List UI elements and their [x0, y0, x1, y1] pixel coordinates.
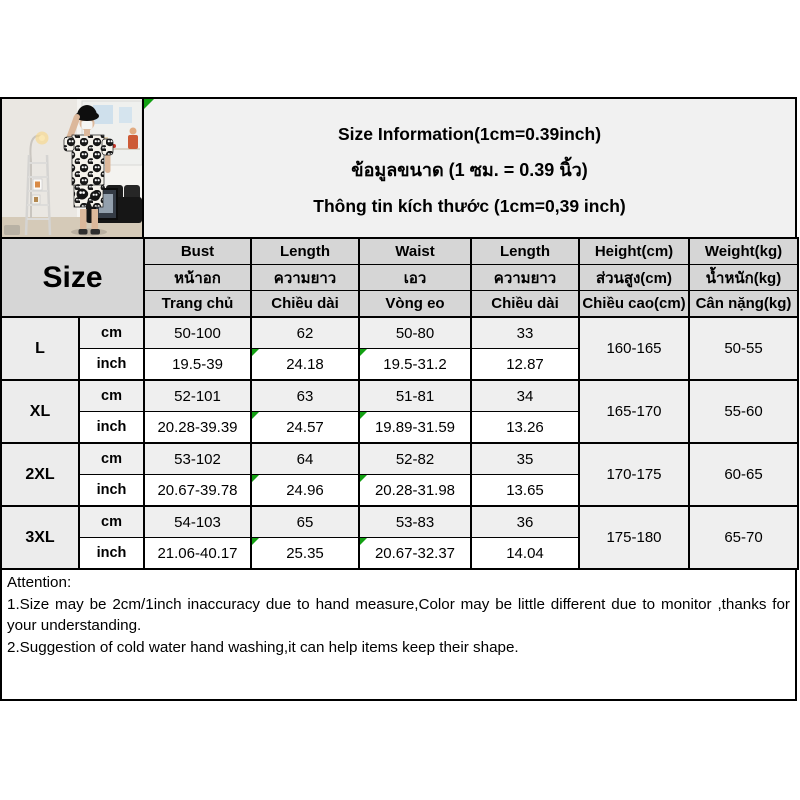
header-bust-vi: Trang chủ: [144, 291, 251, 318]
header-weight-en: Weight(kg): [689, 238, 798, 265]
row-l-cm: [1, 317, 798, 349]
excel-error-marker-icon: [252, 538, 259, 545]
data-cell: 35: [471, 443, 579, 475]
data-cell: 53-102: [144, 443, 251, 475]
data-cell: 20.28-31.98: [359, 475, 471, 507]
data-cell: 20.67-32.37: [359, 538, 471, 570]
weight-cell: 60-65: [689, 443, 798, 506]
attention-box: [0, 570, 797, 701]
unit-cm-cell: cm: [79, 443, 144, 475]
header-weight-vi: Cân nặng(kg): [689, 291, 798, 318]
unit-cm-cell: cm: [79, 317, 144, 349]
product-photo: [2, 99, 144, 237]
title-line-en: Size Information(1cm=0.39inch): [337, 124, 602, 144]
data-cell: 19.5-39: [144, 349, 251, 381]
data-cell: 13.65: [471, 475, 579, 507]
attention-heading: Attention:: [7, 574, 72, 591]
data-cell: 64: [251, 443, 359, 475]
header-waist-en: Waist: [359, 238, 471, 265]
excel-error-marker-icon: [360, 538, 367, 545]
header-height-th: ส่วนสูง(cm): [579, 265, 689, 291]
weight-cell: 65-70: [689, 506, 798, 569]
weight-cell: 55-60: [689, 380, 798, 443]
data-cell: 36: [471, 506, 579, 538]
excel-error-marker-icon: [144, 99, 154, 109]
header-waist-th: เอว: [359, 265, 471, 291]
size-row-label: L: [1, 317, 79, 380]
data-cell: 14.04: [471, 538, 579, 570]
unit-inch-cell: inch: [79, 475, 144, 507]
data-cell: 25.35: [251, 538, 359, 570]
height-cell: 160-165: [579, 317, 689, 380]
unit-cm-cell: cm: [79, 380, 144, 412]
header-length2-en: Length: [471, 238, 579, 265]
excel-error-marker-icon: [360, 475, 367, 482]
data-cell: 21.06-40.17: [144, 538, 251, 570]
header-height-vi: Chiều cao(cm): [579, 291, 689, 318]
size-chart-content: [0, 97, 797, 701]
size-corner-cell: Size: [1, 238, 144, 317]
height-cell: 170-175: [579, 443, 689, 506]
data-cell: 24.57: [251, 412, 359, 444]
header-height-en: Height(cm): [579, 238, 689, 265]
height-cell: 175-180: [579, 506, 689, 569]
data-cell: 50-80: [359, 317, 471, 349]
title-line-th: ข้อมูลขนาด (1 ซม. = 0.39 นิ้ว): [351, 160, 588, 180]
header-bust-en: Bust: [144, 238, 251, 265]
data-cell: 53-83: [359, 506, 471, 538]
excel-error-marker-icon: [252, 475, 259, 482]
excel-error-marker-icon: [252, 412, 259, 419]
header-length2-vi: Chiều dài: [471, 291, 579, 318]
weight-cell: 50-55: [689, 317, 798, 380]
top-section: [0, 97, 797, 237]
row-3xl-cm: [1, 506, 798, 538]
unit-inch-cell: inch: [79, 538, 144, 570]
data-cell: 24.18: [251, 349, 359, 381]
unit-inch-cell: inch: [79, 412, 144, 444]
excel-error-marker-icon: [360, 412, 367, 419]
data-cell: 63: [251, 380, 359, 412]
header-row-en: [1, 238, 798, 265]
size-row-label: 2XL: [1, 443, 79, 506]
data-cell: 13.26: [471, 412, 579, 444]
product-photo-illustration: [2, 99, 142, 237]
data-cell: 19.89-31.59: [359, 412, 471, 444]
height-cell: 165-170: [579, 380, 689, 443]
excel-error-marker-icon: [360, 349, 367, 356]
data-cell: 34: [471, 380, 579, 412]
unit-cm-cell: cm: [79, 506, 144, 538]
attention-line-1: 1.Size may be 2cm/1inch inaccuracy due to hand measure,Color may be little different due to monitor ,thanks for your understanding.: [7, 595, 790, 634]
header-bust-th: หน้าอก: [144, 265, 251, 291]
size-row-label: 3XL: [1, 506, 79, 569]
unit-inch-cell: inch: [79, 349, 144, 381]
header-waist-vi: Vòng eo: [359, 291, 471, 318]
data-cell: 33: [471, 317, 579, 349]
excel-error-marker-icon: [252, 349, 259, 356]
data-cell: 52-82: [359, 443, 471, 475]
data-cell: 12.87: [471, 349, 579, 381]
header-length-th: ความยาว: [251, 265, 359, 291]
size-row-label: XL: [1, 380, 79, 443]
attention-line-2: 2.Suggestion of cold water hand washing,it can help items keep their shape.: [7, 638, 519, 656]
data-cell: 62: [251, 317, 359, 349]
header-length-en: Length: [251, 238, 359, 265]
data-cell: 65: [251, 506, 359, 538]
size-table: [0, 237, 799, 570]
title-line-vi: Thông tin kích thước (1cm=0,39 inch): [313, 196, 626, 216]
title-panel: [144, 99, 795, 237]
data-cell: 51-81: [359, 380, 471, 412]
data-cell: 52-101: [144, 380, 251, 412]
data-cell: 50-100: [144, 317, 251, 349]
data-cell: 20.28-39.39: [144, 412, 251, 444]
header-weight-th: น้ำหนัก(kg): [689, 265, 798, 291]
header-length2-th: ความยาว: [471, 265, 579, 291]
header-length-vi: Chiều dài: [251, 291, 359, 318]
row-2xl-cm: [1, 443, 798, 475]
data-cell: 24.96: [251, 475, 359, 507]
data-cell: 20.67-39.78: [144, 475, 251, 507]
data-cell: 54-103: [144, 506, 251, 538]
row-xl-cm: [1, 380, 798, 412]
data-cell: 19.5-31.2: [359, 349, 471, 381]
